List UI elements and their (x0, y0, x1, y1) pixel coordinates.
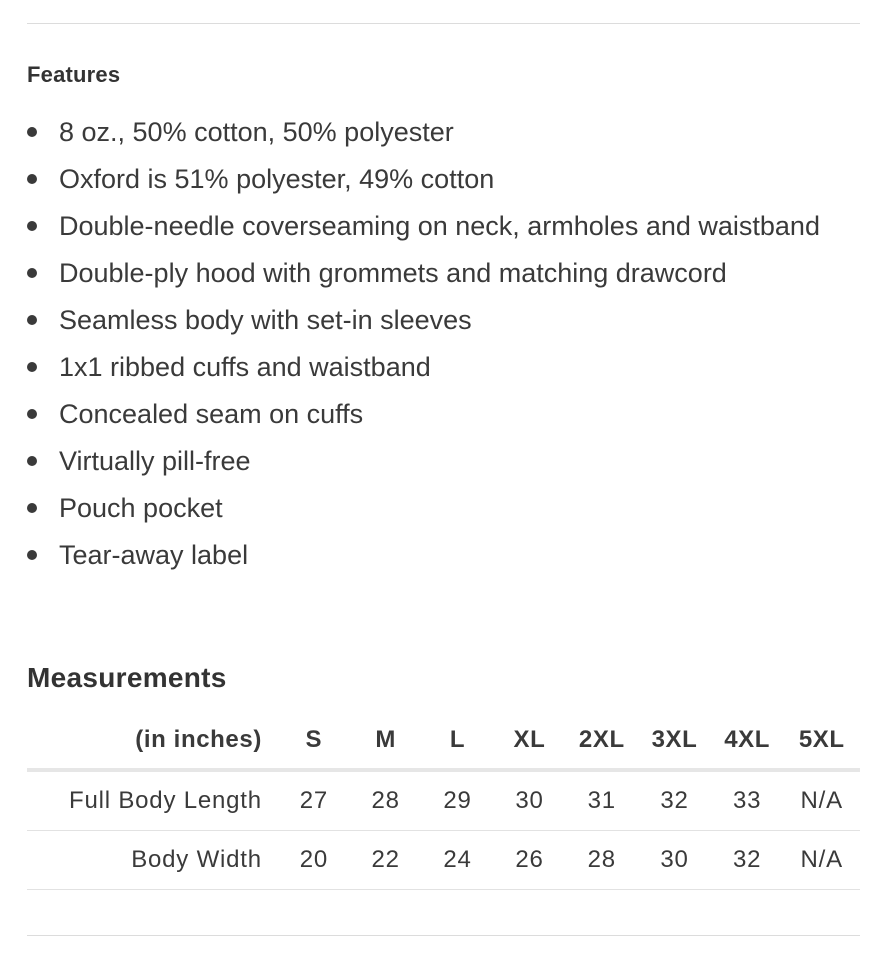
feature-text: Double-needle coverseaming on neck, armholes and waistband (59, 211, 820, 241)
table-cell: 33 (711, 770, 784, 831)
size-header: 2XL (565, 711, 638, 770)
features-heading: Features (27, 62, 121, 87)
bullet-icon (27, 503, 37, 513)
feature-text: Virtually pill-free (59, 446, 251, 476)
table-cell: 32 (638, 770, 711, 831)
feature-text: Seamless body with set-in sleeves (59, 305, 472, 335)
size-header: 5XL (783, 711, 860, 770)
bullet-icon (27, 127, 37, 137)
feature-item (27, 488, 827, 528)
row-label: Body Width (27, 831, 278, 890)
top-divider (27, 23, 860, 24)
feature-text: 1x1 ribbed cuffs and waistband (59, 352, 431, 382)
bullet-icon (27, 456, 37, 466)
features-list (27, 112, 827, 582)
row-label: Full Body Length (27, 770, 278, 831)
size-header: XL (493, 711, 565, 770)
bullet-icon (27, 362, 37, 372)
size-header: 4XL (711, 711, 784, 770)
table-cell: 30 (638, 831, 711, 890)
feature-item (27, 347, 827, 387)
table-cell: 24 (422, 831, 494, 890)
measurements-table (27, 711, 860, 890)
table-cell: 28 (350, 770, 422, 831)
feature-text: Concealed seam on cuffs (59, 399, 364, 429)
table-row (27, 831, 860, 890)
feature-item (27, 112, 827, 152)
feature-text: Oxford is 51% polyester, 49% cotton (59, 164, 495, 194)
size-header: M (350, 711, 422, 770)
table-row (27, 770, 860, 831)
feature-text: Double-ply hood with grommets and matching drawcord (59, 258, 727, 288)
feature-item (27, 535, 827, 575)
size-header-row (27, 711, 860, 770)
bullet-icon (27, 221, 37, 231)
bullet-icon (27, 268, 37, 278)
table-cell: 22 (350, 831, 422, 890)
feature-text: Pouch pocket (59, 493, 223, 523)
feature-text: 8 oz., 50% cotton, 50% polyester (59, 117, 454, 147)
size-header: S (278, 711, 350, 770)
bottom-divider (27, 935, 860, 936)
feature-item (27, 300, 827, 340)
feature-text: Tear-away label (59, 540, 249, 570)
feature-item (27, 441, 827, 481)
feature-item (27, 394, 827, 434)
table-cell: 29 (422, 770, 494, 831)
table-cell: 20 (278, 831, 350, 890)
table-cell: 30 (493, 770, 565, 831)
table-cell: 32 (711, 831, 784, 890)
table-cell: 28 (565, 831, 638, 890)
table-cell: N/A (783, 770, 860, 831)
table-cell: 26 (493, 831, 565, 890)
bullet-icon (27, 550, 37, 560)
size-header: 3XL (638, 711, 711, 770)
bullet-icon (27, 315, 37, 325)
feature-item (27, 159, 827, 199)
bullet-icon (27, 174, 37, 184)
unit-label: (in inches) (27, 711, 278, 770)
measurements-heading: Measurements (27, 662, 227, 693)
feature-item (27, 253, 827, 293)
table-cell: N/A (783, 831, 860, 890)
table-cell: 31 (565, 770, 638, 831)
table-cell: 27 (278, 770, 350, 831)
feature-item (27, 206, 827, 246)
bullet-icon (27, 409, 37, 419)
size-header: L (422, 711, 494, 770)
